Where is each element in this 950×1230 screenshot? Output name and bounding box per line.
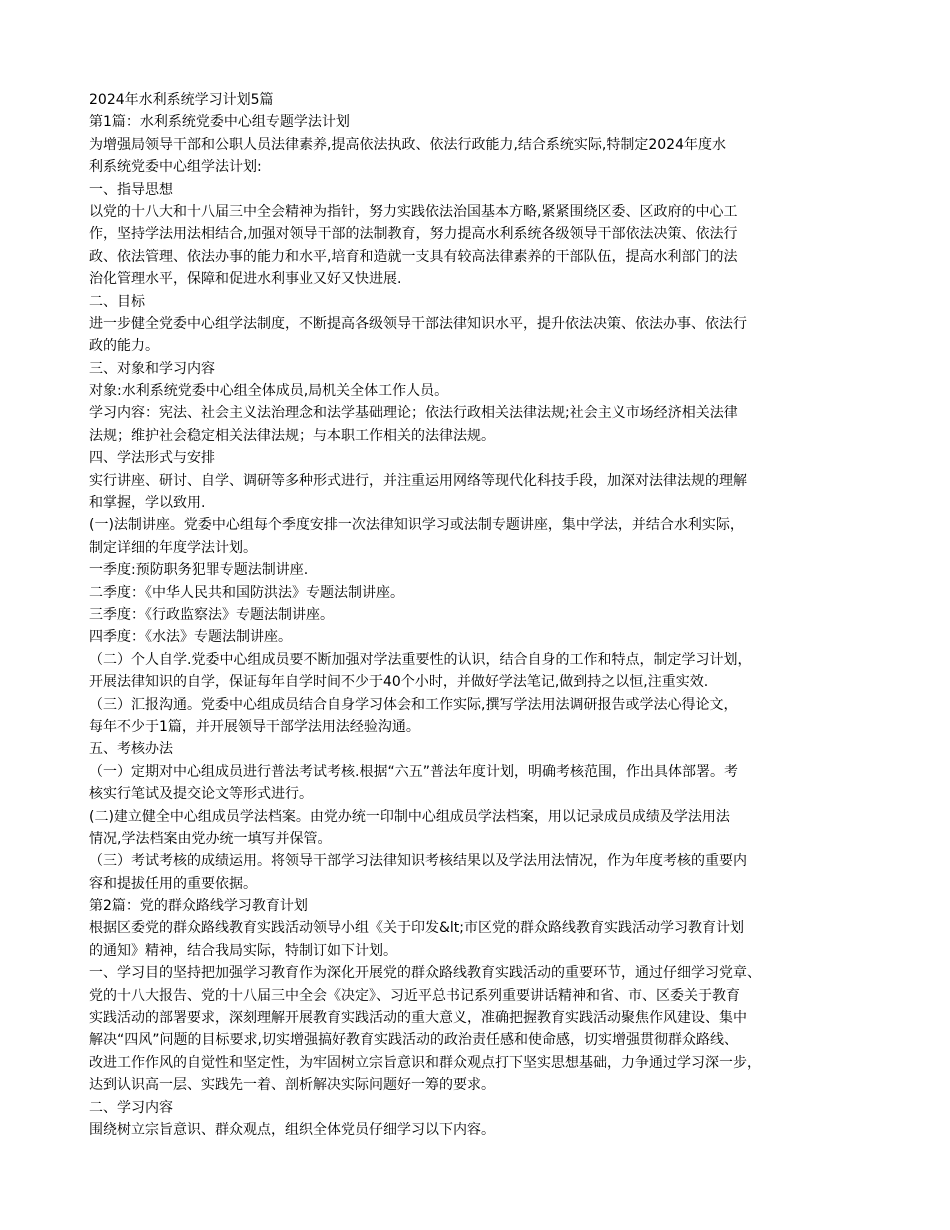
text-line: 实践活动的部署要求，深刻理解开展教育实践活动的重大意义，准确把握教育实践活动聚焦作风建设、集中 [89, 1010, 747, 1027]
text-line: 政、依法管理、依法办事的能力和水平,培育和造就一支具有较高法律素养的干部队伍，提高水利部门的法 [89, 248, 738, 265]
text-line: （二）个人自学.党委中心组成员要不断加强对学法重要性的认识，结合自身的工作和特点，制定学习计划， [89, 651, 752, 668]
text-line: 的通知》精神，结合我局实际，特制订如下计划。 [89, 942, 397, 959]
text-line: 改进工作作风的自觉性和坚定性，为牢固树立宗旨意识和群众观点打下坚实思想基础，力争通过学习深一步， [89, 1054, 761, 1071]
text-line: 围绕树立宗旨意识、群众观点，组织全体党员仔细学习以下内容。 [89, 1121, 495, 1138]
text-line: （三）汇报沟通。党委中心组成员结合自身学习体会和工作实际,撰写学法用法调研报告或学法心得论文， [89, 696, 738, 713]
text-line: 五、考核办法 [89, 741, 173, 758]
text-line: 情况,学法档案由党办统一填写并保管。 [89, 830, 332, 847]
text-line: 二、学习内容 [89, 1099, 173, 1116]
text-line: 政的能力。 [89, 338, 159, 355]
text-line: 治化管理水平，保障和促进水利事业又好又快进展. [89, 271, 402, 288]
text-line: 为增强局领导干部和公职人员法律素养,提高依法执政、依法行政能力,结合系统实际,特制定2024年度水 [89, 136, 726, 153]
text-line: 根据区委党的群众路线教育实践活动领导小组《关于印发&lt;市区党的群众路线教育实践活动学习教育计划 [89, 920, 745, 937]
text-line: 二、目标 [89, 293, 145, 310]
document-body [89, 89, 864, 1141]
text-line: 进一步健全党委中心组学法制度，不断提高各级领导干部法律知识水平，提升依法决策、依法办事、依法行 [89, 315, 747, 332]
text-line: 作，坚持学法用法相结合,加强对领导干部的法制教育，努力提高水利系统各级领导干部依法决策、依法行 [89, 226, 738, 243]
text-line: 制定详细的年度学法计划。 [89, 539, 257, 556]
text-line: 一、学习目的坚持把加强学习教育作为深化开展党的群众路线教育实践活动的重要环节，通过仔细学习党章、 [89, 965, 761, 982]
text-line: 法规；维护社会稳定相关法律法规；与本职工作相关的法律法规。 [89, 427, 495, 444]
text-line: 以党的十八大和十八届三中全会精神为指针，努力实践依法治国基本方略,紧紧围绕区委、区政府的中心工 [89, 203, 738, 220]
text-line: （三）考试考核的成绩运用。将领导干部学习法律知识考核结果以及学法用法情况，作为年度考核的重要内 [89, 853, 747, 870]
text-line: 第1篇：水利系统党委中心组专题学法计划 [89, 114, 350, 131]
text-line: (二)建立健全中心组成员学法档案。由党办统一印制中心组成员学法档案，用以记录成员成绩及学法用法 [89, 808, 730, 825]
text-line: 二季度：《中华人民共和国防洪法》专题法制讲座。 [89, 584, 404, 601]
text-line: 四、学法形式与安排 [89, 450, 215, 467]
text-line: 实行讲座、研讨、自学、调研等多种形式进行，并注重运用网络等现代化科技手段，加深对法律法规的理解 [89, 472, 747, 489]
text-line: 第2篇：党的群众路线学习教育计划 [89, 898, 308, 915]
text-line: 三季度：《行政监察法》专题法制讲座。 [89, 606, 334, 623]
text-line: 一、指导思想 [89, 181, 173, 198]
text-line: 利系统党委中心组学法计划: [89, 159, 262, 176]
text-line: 和掌握，学以致用. [89, 495, 206, 512]
text-line: （一）定期对中心组成员进行普法考试考核.根据“六五”普法年度计划，明确考核范围，作出具体部署。考 [89, 763, 738, 780]
text-line: 核实行笔试及提交论文等形式进行。 [89, 786, 313, 803]
text-line: 解决“四风”问题的目标要求,切实增强搞好教育实践活动的政治责任感和使命感，切实增强贯彻群众路线、 [89, 1032, 738, 1049]
text-line: 党的十八大报告、党的十八届三中全会《决定》、习近平总书记系列重要讲话精神和省、市、区委关于教育 [89, 987, 740, 1004]
text-line: 每年不少于1篇，并开展领导干部学法用法经验沟通。 [89, 718, 420, 735]
text-line: 开展法律知识的自学，保证每年自学时间不少于40个小时，并做好学法笔记,做到持之以恒,注重实效. [89, 674, 709, 691]
text-line: 四季度：《水法》专题法制讲座。 [89, 629, 292, 646]
text-line: 2024年水利系统学习计划5篇 [89, 92, 274, 108]
text-line: 学习内容：宪法、社会主义法治理念和法学基础理论；依法行政相关法律法规;社会主义市场经济相关法律 [89, 405, 738, 422]
text-line: 容和提拔任用的重要依据。 [89, 875, 257, 892]
text-line: 一季度:预防职务犯罪专题法制讲座. [89, 562, 309, 579]
text-line: 三、对象和学习内容 [89, 360, 215, 377]
text-line: 对象:水利系统党委中心组全体成员,局机关全体工作人员。 [89, 383, 449, 400]
text-line: 达到认识高一层、实践先一着、剖析解决实际问题好一筹的要求。 [89, 1077, 495, 1094]
text-line: (一)法制讲座。党委中心组每个季度安排一次法律知识学习或法制专题讲座，集中学法，并结合水利实际， [89, 517, 744, 534]
